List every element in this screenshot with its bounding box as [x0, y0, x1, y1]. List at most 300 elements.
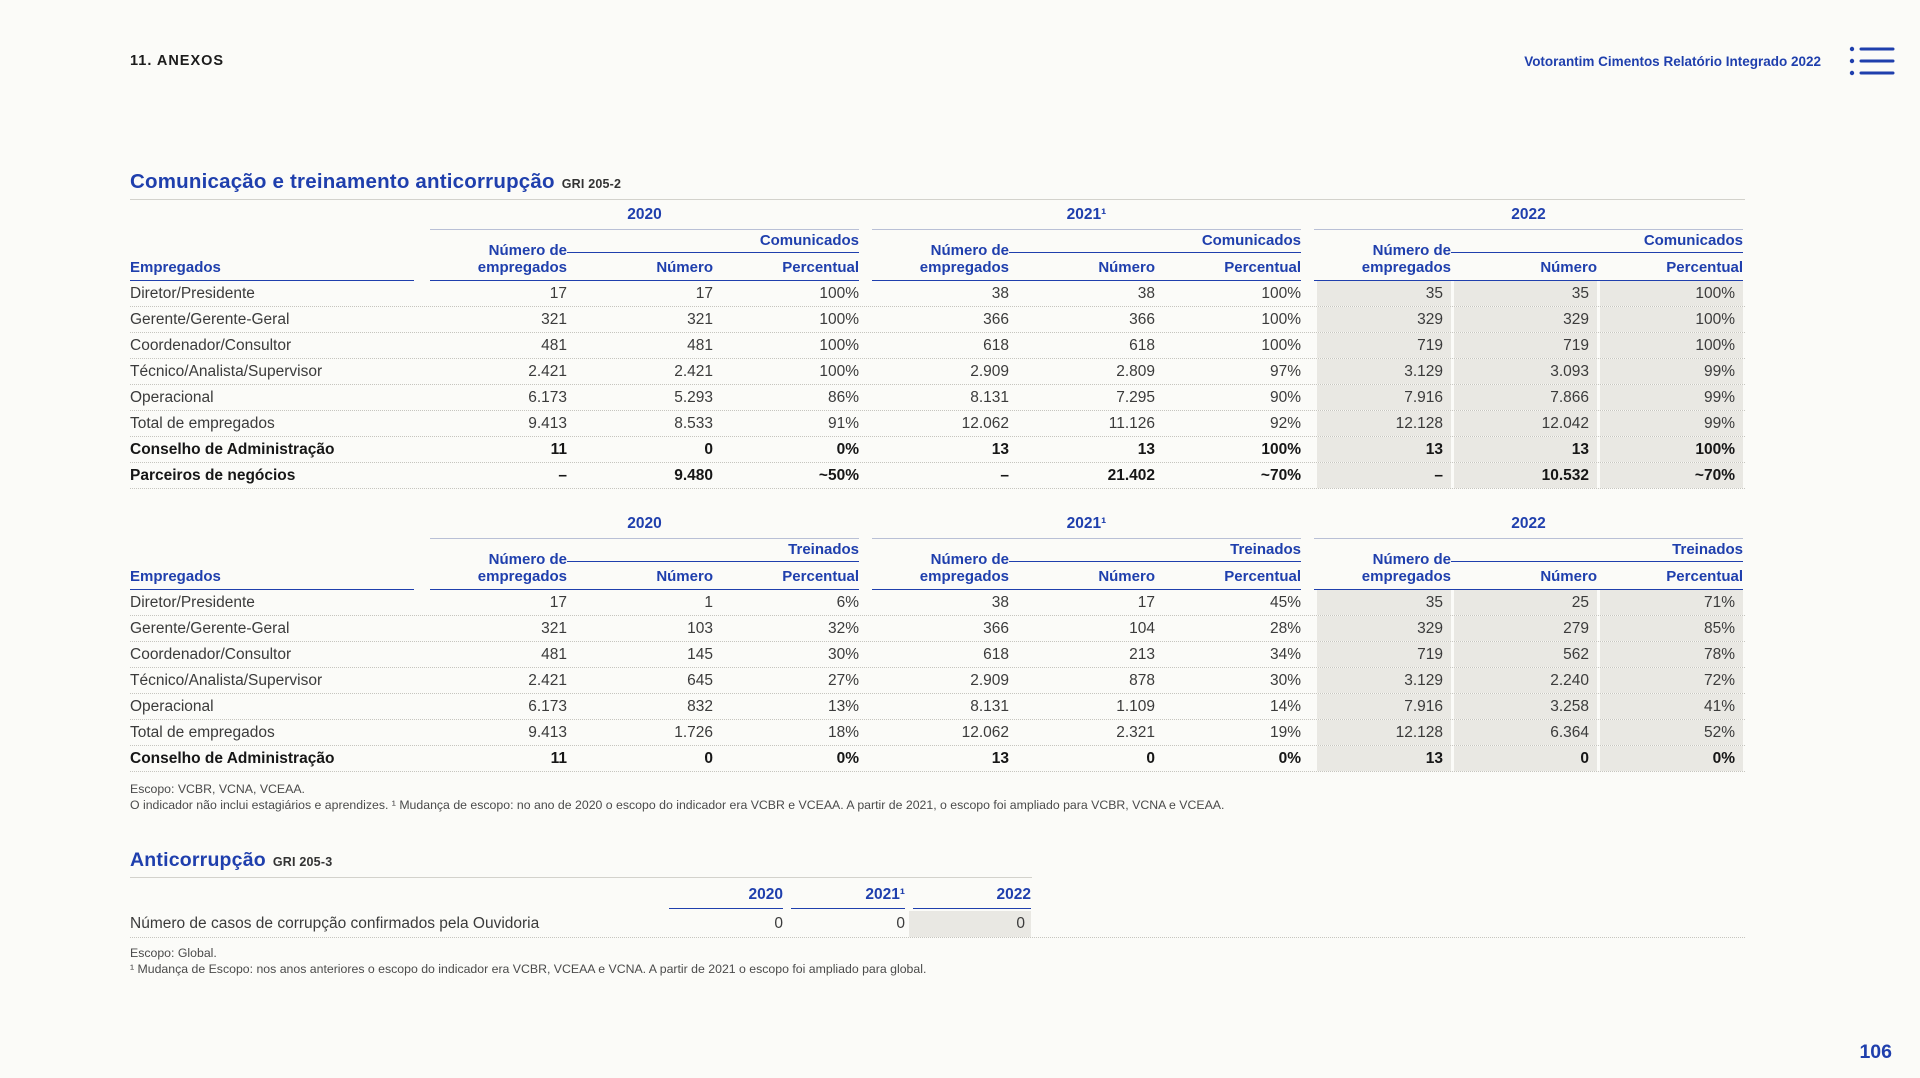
cell: 719: [1451, 333, 1597, 358]
cell: 1.109: [1116, 698, 1155, 715]
cell: 645: [687, 672, 713, 689]
cell: 0: [896, 915, 905, 932]
section-label: 11. ANEXOS: [130, 53, 225, 69]
cell: 3.129: [1314, 668, 1451, 693]
cell: 6.173: [528, 389, 567, 406]
cell: –: [1000, 467, 1009, 484]
cell: 17: [549, 594, 567, 611]
col-header-percentual: Percentual: [1597, 568, 1743, 590]
cells-2022: [1314, 359, 1743, 384]
cell: 145: [687, 646, 713, 663]
header-group-2021: [872, 541, 1301, 590]
col-header-numero: Número: [1451, 259, 1597, 281]
gri-tag: GRI 205-2: [561, 177, 622, 191]
cells-2022: [1314, 437, 1743, 462]
cell: 32%: [827, 620, 859, 637]
cell: 0: [905, 911, 1031, 937]
cells-2021: [872, 590, 1301, 615]
year-label-2021: 2021¹: [872, 206, 1301, 230]
cell: 17: [1137, 594, 1155, 611]
year-label-2020: 2020: [430, 206, 859, 230]
cell: 100%: [819, 311, 859, 328]
row-label: Total de empregados: [130, 724, 275, 741]
section1-title: [130, 170, 1745, 194]
col-header-employees: [430, 242, 567, 281]
cells-2020: [430, 359, 859, 384]
cell: 52%: [1597, 720, 1743, 745]
row-label: Técnico/Analista/Supervisor: [130, 363, 323, 380]
cells-2022: [1314, 463, 1743, 488]
cell: 71%: [1597, 590, 1743, 615]
col-header-line: Número de: [488, 551, 567, 568]
col-header-percentual: Percentual: [1155, 259, 1301, 281]
header-group-2021: [872, 232, 1301, 281]
cell: 13: [991, 750, 1009, 767]
divider: [130, 877, 1032, 878]
year-label-2022: 2022: [1314, 515, 1743, 539]
report-title: Votorantim Cimentos Relatório Integrado 2022: [1524, 53, 1821, 69]
cell: 7.866: [1451, 385, 1597, 410]
cell: 38: [991, 285, 1009, 302]
cell: 100%: [819, 337, 859, 354]
cells-2021: [872, 307, 1301, 332]
cells-2021: [872, 333, 1301, 358]
column-header-row: [130, 232, 1745, 281]
cell: ~70%: [1597, 463, 1743, 488]
cell: 17: [549, 285, 567, 302]
cell: 9.480: [674, 467, 713, 484]
cell: 30%: [1269, 672, 1301, 689]
table-row: [130, 642, 1745, 668]
cells-2020: [430, 385, 859, 410]
column-header-row: [130, 541, 1745, 590]
cell: 2.321: [1116, 724, 1155, 741]
cell: 38: [991, 594, 1009, 611]
cells-2021: [872, 668, 1301, 693]
cell: 100%: [1261, 337, 1301, 354]
cell: 2.809: [1116, 363, 1155, 380]
footnote: O indicador não inclui estagiários e aprendizes. ¹ Mudança de escopo: no ano de 2020 o escopo do indicador era VCBR e VCEAA. A partir de 2021, o escopo foi ampliado para VCBR, VCNA e VCEAA.: [130, 797, 1225, 812]
cell: 38: [1137, 285, 1155, 302]
row-header-empregados: Empregados: [130, 259, 414, 281]
cell: 85%: [1597, 616, 1743, 641]
group-label-treinados: Treinados: [567, 541, 859, 562]
cell: 6.173: [528, 698, 567, 715]
col-header-percentual: Percentual: [1155, 568, 1301, 590]
table-row: [130, 437, 1745, 463]
cells-2022: [1314, 694, 1743, 719]
cells-2020: [430, 642, 859, 667]
table-communicated: [130, 206, 1745, 489]
cell: 279: [1451, 616, 1597, 641]
cell: 99%: [1597, 359, 1743, 384]
cell: 90%: [1269, 389, 1301, 406]
cells-2020: [430, 720, 859, 745]
cell: 30%: [827, 646, 859, 663]
cell: 45%: [1269, 594, 1301, 611]
cells-2021: [872, 642, 1301, 667]
cells-2021: [872, 411, 1301, 436]
cells-2021: [872, 463, 1301, 488]
cells-2022: [1314, 590, 1743, 615]
cell: 3.129: [1314, 359, 1451, 384]
table-row: [130, 463, 1745, 489]
table-row: [130, 694, 1745, 720]
group-label-comunicados: Comunicados: [567, 232, 859, 253]
year-header-row: [130, 206, 1745, 230]
header-subgroup: [1451, 541, 1743, 590]
cells-2020: [430, 411, 859, 436]
col-header-employees: [872, 242, 1009, 281]
cell: 35: [1451, 281, 1597, 306]
cell: –: [558, 467, 567, 484]
cell: 618: [1129, 337, 1155, 354]
cell: 719: [1314, 333, 1451, 358]
cell: 481: [541, 337, 567, 354]
cell: 618: [983, 337, 1009, 354]
divider: [130, 199, 1745, 200]
col-header-line: Número de: [488, 242, 567, 259]
cell: 562: [1451, 642, 1597, 667]
cell: 366: [983, 620, 1009, 637]
cell: 13: [1314, 746, 1451, 771]
cell: 34%: [1269, 646, 1301, 663]
cells-2020: [430, 668, 859, 693]
cells-2021: [872, 616, 1301, 641]
col-header-line: Número de: [1372, 242, 1451, 259]
cells-2021: [872, 281, 1301, 306]
cell: 618: [983, 646, 1009, 663]
cell: 100%: [1261, 285, 1301, 302]
cell: 12.128: [1314, 411, 1451, 436]
cell: 72%: [1597, 668, 1743, 693]
table-row: [130, 720, 1745, 746]
table-row: [130, 307, 1745, 333]
row-label: Conselho de Administração: [130, 441, 335, 458]
cell: 11: [550, 750, 567, 767]
cell: 1: [704, 594, 713, 611]
col-header-line: empregados: [1361, 568, 1451, 585]
cells-2020: [430, 307, 859, 332]
cell: –: [1314, 463, 1451, 488]
cell: ~50%: [818, 467, 859, 484]
row-label: Parceiros de negócios: [130, 467, 296, 484]
col-header-line: empregados: [919, 259, 1009, 276]
table-row: [130, 911, 1745, 938]
cell: 329: [1314, 307, 1451, 332]
cell: 6%: [836, 594, 859, 611]
cell: 18%: [827, 724, 859, 741]
row-label: Gerente/Gerente-Geral: [130, 311, 290, 328]
spacer: [130, 206, 430, 230]
cells-2021: [872, 746, 1301, 771]
cells-2021: [872, 385, 1301, 410]
cells-2022: [1314, 385, 1743, 410]
cells-2020: [430, 746, 859, 771]
year-header-row: [130, 886, 1745, 909]
group-label-comunicados: Comunicados: [1451, 232, 1743, 253]
year-label-2021: 2021¹: [791, 886, 905, 909]
cell: 13: [991, 441, 1009, 458]
cells-2022: [1314, 307, 1743, 332]
cell: 2.909: [970, 363, 1009, 380]
cells-2022: [1314, 411, 1743, 436]
title-text: Comunicação e treinamento anticorrupção: [130, 170, 555, 193]
col-header-line: empregados: [1361, 259, 1451, 276]
cell: 5.293: [674, 389, 713, 406]
table-row: [130, 590, 1745, 616]
cells-2020: [430, 463, 859, 488]
row-label: Diretor/Presidente: [130, 285, 255, 302]
col-header-numero: Número: [1451, 568, 1597, 590]
page-number: 106: [1859, 1041, 1892, 1063]
col-header-employees: [872, 551, 1009, 590]
cell: 2.421: [528, 363, 567, 380]
cell: 9.413: [528, 724, 567, 741]
row-label: Coordenador/Consultor: [130, 337, 292, 354]
col-header-line: Número de: [930, 551, 1009, 568]
cell: 7.295: [1116, 389, 1155, 406]
col-header-line: empregados: [919, 568, 1009, 585]
col-header-numero: Número: [1009, 259, 1155, 281]
row-label: Número de casos de corrupção confirmados pela Ouvidoria: [130, 915, 540, 932]
cell: 12.062: [961, 415, 1009, 432]
cell: 11: [550, 441, 567, 458]
cell: 0: [704, 441, 713, 458]
cells-2020: [430, 616, 859, 641]
year-label-2022: 2022: [1314, 206, 1743, 230]
cell: 100%: [1597, 333, 1743, 358]
cell: 719: [1314, 642, 1451, 667]
cell: 35: [1314, 281, 1451, 306]
col-header-line: empregados: [477, 568, 567, 585]
cell: 13: [1314, 437, 1451, 462]
cell: 103: [687, 620, 713, 637]
cell: 21.402: [1107, 467, 1155, 484]
cell: 481: [687, 337, 713, 354]
cell: 91%: [827, 415, 859, 432]
col-header-numero: Número: [567, 259, 713, 281]
row-label: Coordenador/Consultor: [130, 646, 292, 663]
cell: 12.128: [1314, 720, 1451, 745]
cell: 0%: [1278, 750, 1301, 767]
gri-tag: GRI 205-3: [272, 855, 333, 869]
header-group-2020: [430, 232, 859, 281]
cell: 11.126: [1108, 415, 1155, 432]
header-group-2022: [1314, 232, 1743, 281]
cell: 99%: [1597, 411, 1743, 436]
table-row: [130, 746, 1745, 772]
col-header-percentual: Percentual: [713, 259, 859, 281]
col-header-line: Número de: [1372, 551, 1451, 568]
cell: 321: [687, 311, 713, 328]
cell: 6.364: [1451, 720, 1597, 745]
group-label-treinados: Treinados: [1451, 541, 1743, 562]
cell: 10.532: [1451, 463, 1597, 488]
cell: ~70%: [1260, 467, 1301, 484]
cell: 0: [1451, 746, 1597, 771]
row-header-empregados: Empregados: [130, 568, 414, 590]
cells-2020: [430, 590, 859, 615]
col-header-percentual: Percentual: [713, 568, 859, 590]
cell: 41%: [1597, 694, 1743, 719]
cells-2022: [1314, 746, 1743, 771]
cell: 366: [983, 311, 1009, 328]
col-header-line: empregados: [477, 259, 567, 276]
year-label-2021: 2021¹: [872, 515, 1301, 539]
cell: 3.093: [1451, 359, 1597, 384]
table-row: [130, 616, 1745, 642]
cells-2022: [1314, 720, 1743, 745]
cells-2020: [430, 694, 859, 719]
cell: 366: [1129, 311, 1155, 328]
section2-title: [130, 849, 1745, 872]
row-label: Técnico/Analista/Supervisor: [130, 672, 323, 689]
cell: 92%: [1269, 415, 1301, 432]
col-header-percentual: Percentual: [1597, 259, 1743, 281]
cell: 25: [1451, 590, 1597, 615]
col-header-line: Número de: [930, 242, 1009, 259]
cells-2021: [872, 359, 1301, 384]
cell: 14%: [1269, 698, 1301, 715]
cell: 321: [541, 620, 567, 637]
cell: 329: [1314, 616, 1451, 641]
cell: 12.062: [961, 724, 1009, 741]
table-row: [130, 411, 1745, 437]
table-row: [130, 333, 1745, 359]
row-label: Diretor/Presidente: [130, 594, 255, 611]
cell: 832: [687, 698, 713, 715]
cell: 13%: [827, 698, 859, 715]
cell: 213: [1129, 646, 1155, 663]
row-label: Gerente/Gerente-Geral: [130, 620, 290, 637]
table-row: [130, 385, 1745, 411]
table-row: [130, 281, 1745, 307]
col-header-numero: Número: [567, 568, 713, 590]
cell: 0: [774, 915, 783, 932]
cell: 100%: [819, 363, 859, 380]
table-trained: [130, 515, 1745, 772]
col-header-employees: [1314, 551, 1451, 590]
cell: 0: [704, 750, 713, 767]
cell: 7.916: [1314, 385, 1451, 410]
cell: 100%: [1597, 437, 1743, 462]
cell: 0%: [836, 441, 859, 458]
top-bar: [0, 0, 1920, 78]
cell: 2.909: [970, 672, 1009, 689]
menu-icon[interactable]: [1849, 44, 1895, 78]
footnotes-sec1: [130, 782, 1745, 813]
cell: 100%: [819, 285, 859, 302]
col-header-employees: [1314, 242, 1451, 281]
header-subgroup: [1009, 232, 1301, 281]
cell: 7.916: [1314, 694, 1451, 719]
row-label: Conselho de Administração: [130, 750, 335, 767]
cell: 19%: [1269, 724, 1301, 741]
col-header-employees: [430, 551, 567, 590]
header-group-2020: [430, 541, 859, 590]
cells-2022: [1314, 281, 1743, 306]
cell: 8.131: [970, 389, 1009, 406]
cell: 78%: [1597, 642, 1743, 667]
page-content: [130, 170, 1745, 977]
cells-2022: [1314, 642, 1743, 667]
cell: 2.240: [1451, 668, 1597, 693]
table-row: [130, 668, 1745, 694]
cell: 17: [695, 285, 713, 302]
cells-2022: [1314, 616, 1743, 641]
cells-2020: [430, 333, 859, 358]
year-label-2022: 2022: [913, 886, 1031, 909]
cells-2020: [430, 437, 859, 462]
cell: 0: [1146, 750, 1155, 767]
cell: 2.421: [674, 363, 713, 380]
cells-2020: [430, 281, 859, 306]
cell: 481: [541, 646, 567, 663]
year-label-2020: 2020: [669, 886, 783, 909]
anticorruption-section: [130, 849, 1745, 977]
year-label-2020: 2020: [430, 515, 859, 539]
group-label-treinados: Treinados: [1009, 541, 1301, 562]
cell: 878: [1129, 672, 1155, 689]
cell: 13: [1451, 437, 1597, 462]
table-row: [130, 359, 1745, 385]
cell: 100%: [1261, 441, 1301, 458]
cells-2022: [1314, 333, 1743, 358]
cell: 99%: [1597, 385, 1743, 410]
header-subgroup: [567, 541, 859, 590]
cell: 329: [1451, 307, 1597, 332]
cells-2021: [872, 694, 1301, 719]
header-subgroup: [567, 232, 859, 281]
cell: 9.413: [528, 415, 567, 432]
cell: 12.042: [1451, 411, 1597, 436]
row-label: Operacional: [130, 698, 214, 715]
cell: 28%: [1269, 620, 1301, 637]
top-bar-right: [1524, 44, 1895, 78]
row-label: Total de empregados: [130, 415, 275, 432]
header-subgroup: [1009, 541, 1301, 590]
footnote: Escopo: Global.: [130, 946, 217, 960]
cell: 0%: [1597, 746, 1743, 771]
cells-2022: [1314, 668, 1743, 693]
header-group-2022: [1314, 541, 1743, 590]
spacer: [130, 515, 430, 539]
footnote: ¹ Mudança de Escopo: nos anos anteriores o escopo do indicador era VCBR, VCEAA e VCNA. A partir de 2021 o escopo foi ampliado para global.: [130, 961, 927, 976]
cell: 100%: [1597, 307, 1743, 332]
cells-2021: [872, 720, 1301, 745]
footnote: Escopo: VCBR, VCNA, VCEAA.: [130, 782, 305, 796]
cell: 97%: [1269, 363, 1301, 380]
row-label: Operacional: [130, 389, 214, 406]
cell: 86%: [827, 389, 859, 406]
cell: 8.533: [674, 415, 713, 432]
cell: 13: [1137, 441, 1155, 458]
cell: 104: [1129, 620, 1155, 637]
year-header-row: [130, 515, 1745, 539]
cell: 321: [541, 311, 567, 328]
title-text: Anticorrupção: [130, 849, 266, 871]
cells-2021: [872, 437, 1301, 462]
footnotes-sec2: [130, 946, 1745, 977]
header-subgroup: [1451, 232, 1743, 281]
cell: 27%: [827, 672, 859, 689]
cell: 3.258: [1451, 694, 1597, 719]
cell: 100%: [1261, 311, 1301, 328]
group-label-comunicados: Comunicados: [1009, 232, 1301, 253]
spacer: [130, 886, 661, 909]
cell: 0%: [836, 750, 859, 767]
